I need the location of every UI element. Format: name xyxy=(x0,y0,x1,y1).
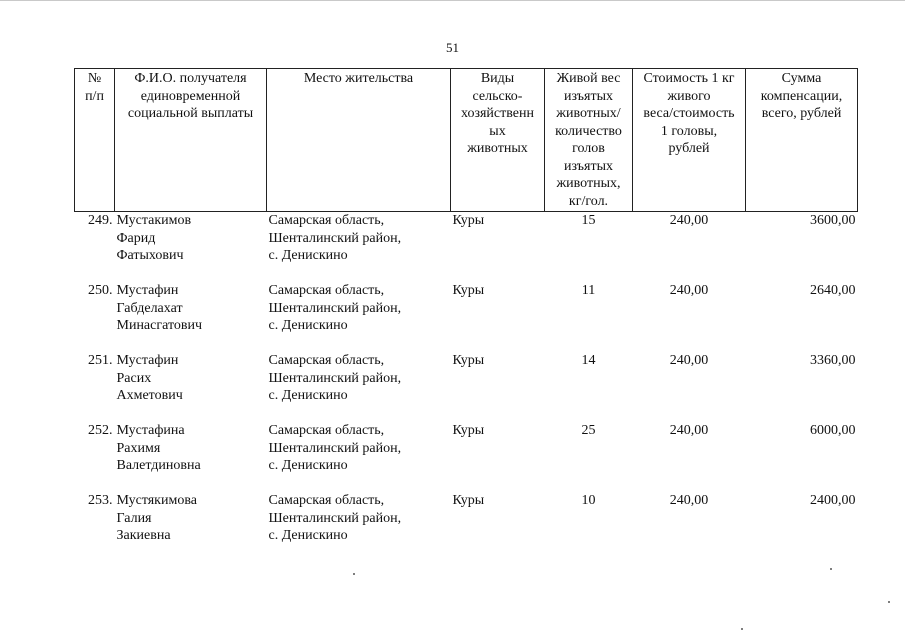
cell-name: Мустякимова Галия Закиевна xyxy=(116,493,197,543)
table-row xyxy=(75,212,858,283)
table-row xyxy=(75,492,858,562)
cell-weight: 11 xyxy=(581,283,596,298)
cell-num: 253. xyxy=(88,493,113,508)
cell-kind: Куры xyxy=(452,423,485,438)
cell-num: 252. xyxy=(88,423,113,438)
header-name: Ф.И.О. получателя единовременной социальной выплаты xyxy=(115,69,267,212)
header-num: № п/п xyxy=(75,69,115,212)
cell-sum: 3600,00 xyxy=(810,213,856,228)
cell-sum: 2400,00 xyxy=(810,493,856,508)
cell-price: 240,00 xyxy=(669,423,709,438)
cell-place: Самарская область, Шенталинский район, с. Денискино xyxy=(268,213,402,263)
table-row xyxy=(75,352,858,422)
cell-num: 249. xyxy=(88,213,113,228)
cell-price: 240,00 xyxy=(669,283,709,298)
header-weight: Живой вес изъятых животных/ количество голов изъятых животных, кг/гол. xyxy=(545,69,633,212)
cell-price: 240,00 xyxy=(669,213,709,228)
cell-kind: Куры xyxy=(452,493,485,508)
cell-weight: 25 xyxy=(581,423,596,438)
cell-place: Самарская область, Шенталинский район, с. Денискино xyxy=(268,423,402,473)
cell-sum: 2640,00 xyxy=(810,283,856,298)
cell-kind: Куры xyxy=(452,353,485,368)
cell-name: Мустафин Расих Ахметович xyxy=(116,353,183,403)
cell-place: Самарская область, Шенталинский район, с. Денискино xyxy=(268,493,402,543)
header-sum: Сумма компенсации, всего, рублей xyxy=(746,69,858,212)
header-place: Место жительства xyxy=(267,69,451,212)
cell-sum: 6000,00 xyxy=(810,423,856,438)
cell-name: Мустакимов Фарид Фатыхович xyxy=(116,213,192,263)
header-price: Стоимость 1 кг живого веса/стоимость 1 головы, рублей xyxy=(633,69,746,212)
cell-sum: 3360,00 xyxy=(810,353,856,368)
cell-place: Самарская область, Шенталинский район, с. Денискино xyxy=(268,353,402,403)
scan-speck xyxy=(830,568,832,570)
cell-price: 240,00 xyxy=(669,353,709,368)
scan-speck xyxy=(888,601,890,603)
table-row xyxy=(75,282,858,352)
cell-place: Самарская область, Шенталинский район, с. Денискино xyxy=(268,283,402,333)
cell-num: 251. xyxy=(88,353,113,368)
table-header-row xyxy=(75,69,858,212)
table-body xyxy=(75,212,858,563)
scan-speck xyxy=(741,628,743,630)
cell-kind: Куры xyxy=(452,283,485,298)
scan-edge-line xyxy=(0,0,905,1)
cell-kind: Куры xyxy=(452,213,485,228)
cell-weight: 15 xyxy=(581,213,596,228)
cell-name: Мустафин Габделахат Минасгатович xyxy=(116,283,203,333)
cell-name: Мустафина Рахимя Валетдиновна xyxy=(116,423,201,473)
compensation-table xyxy=(74,68,858,562)
cell-weight: 14 xyxy=(581,353,596,368)
header-kind: Виды сельско- хозяйственн ых животных xyxy=(451,69,545,212)
cell-num: 250. xyxy=(88,283,113,298)
page-number: 51 xyxy=(446,40,459,55)
table-row xyxy=(75,422,858,492)
scan-speck xyxy=(353,573,355,575)
cell-weight: 10 xyxy=(581,493,596,508)
cell-price: 240,00 xyxy=(669,493,709,508)
